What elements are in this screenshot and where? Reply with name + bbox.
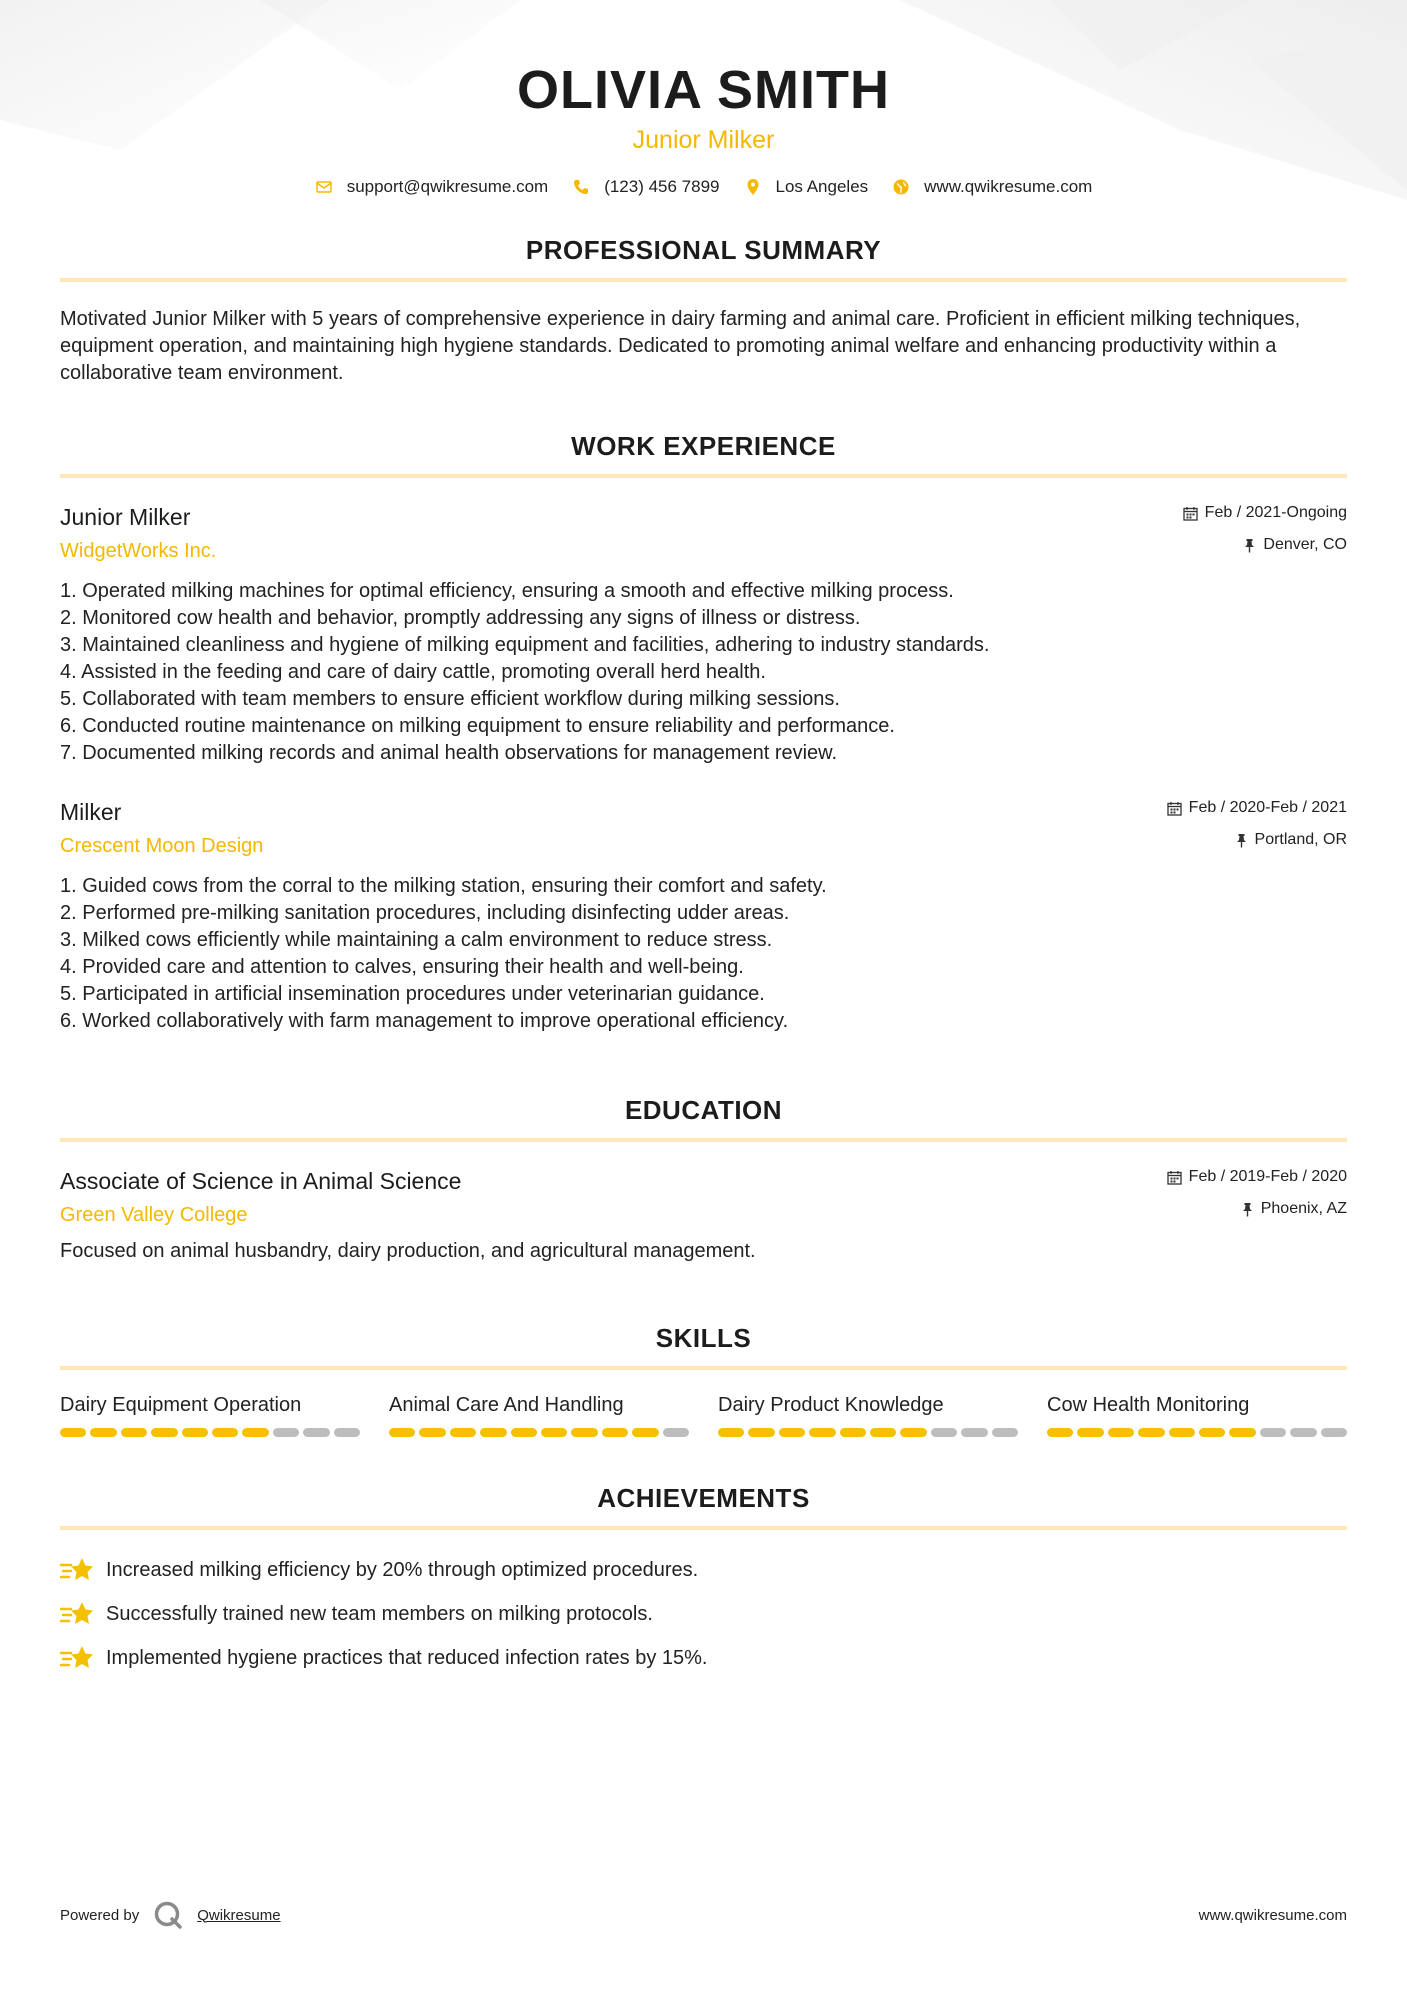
job-dates: Feb / 2020-Feb / 2021 xyxy=(1188,799,1347,816)
skill-rating-bar xyxy=(60,1428,360,1437)
skill-segment-filled xyxy=(718,1428,744,1437)
star-icon xyxy=(60,1644,94,1672)
skill-segment-empty xyxy=(273,1428,299,1437)
skill-item xyxy=(60,1392,360,1437)
contact-location xyxy=(744,177,869,197)
pushpin-icon xyxy=(1241,1202,1254,1217)
list-item: 6. Conducted routine maintenance on milking equipment to ensure reliability and performance. xyxy=(60,715,895,737)
skill-rating-bar xyxy=(1047,1428,1347,1437)
skill-segment-filled xyxy=(571,1428,597,1437)
achievement-item xyxy=(60,1552,1347,1588)
job-bullets xyxy=(60,578,1347,767)
skill-segment-filled xyxy=(151,1428,177,1437)
contact-email[interactable] xyxy=(315,177,549,197)
footer-website[interactable]: www.qwikresume.com xyxy=(1198,1906,1347,1924)
list-item: 4. Assisted in the feeding and care of dairy cattle, promoting overall herd health. xyxy=(60,661,766,683)
contact-bar xyxy=(60,177,1347,197)
qwikresume-link[interactable]: Qwikresume xyxy=(197,1906,281,1924)
education-degree: Associate of Science in Animal Science xyxy=(60,1168,462,1194)
skill-segment-filled xyxy=(840,1428,866,1437)
phone-text: (123) 456 7899 xyxy=(604,177,720,196)
calendar-icon xyxy=(1167,801,1182,816)
list-item: 7. Documented milking records and animal health observations for management review. xyxy=(60,742,838,764)
job-dates: Feb / 2021-Ongoing xyxy=(1204,504,1347,521)
skill-segment-filled xyxy=(212,1428,238,1437)
skill-segment-filled xyxy=(60,1428,86,1437)
location-text: Los Angeles xyxy=(775,177,869,196)
job-role: Milker xyxy=(60,799,122,825)
skill-name: Animal Care And Handling xyxy=(389,1394,624,1416)
section-title-achievements: ACHIEVEMENTS xyxy=(60,1483,1347,1530)
candidate-name: OLIVIA SMITH xyxy=(517,60,890,120)
list-item: 5. Participated in artificial insemination procedures under veterinarian guidance. xyxy=(60,983,765,1005)
skill-name: Dairy Equipment Operation xyxy=(60,1394,302,1416)
list-item: 3. Milked cows efficiently while maintaining a calm environment to reduce stress. xyxy=(60,929,773,951)
skill-segment-filled xyxy=(1108,1428,1134,1437)
job-location: Denver, CO xyxy=(1263,536,1347,553)
skill-segment-empty xyxy=(961,1428,987,1437)
list-item: 1. Guided cows from the corral to the milking station, ensuring their comfort and safety. xyxy=(60,875,827,897)
education-dates: Feb / 2019-Feb / 2020 xyxy=(1188,1168,1347,1185)
skill-segment-filled xyxy=(1138,1428,1164,1437)
qwikresume-logo-icon xyxy=(153,1900,183,1930)
section-title-skills: SKILLS xyxy=(60,1323,1347,1370)
skill-segment-filled xyxy=(511,1428,537,1437)
job-company: Crescent Moon Design xyxy=(60,835,264,857)
job-entry xyxy=(60,797,1347,1035)
skill-segment-empty xyxy=(1321,1428,1347,1437)
achievement-text: Successfully trained new team members on milking protocols. xyxy=(106,1602,653,1625)
list-item: 6. Worked collaboratively with farm management to improve operational efficiency. xyxy=(60,1010,789,1032)
job-location: Portland, OR xyxy=(1254,831,1347,848)
skill-segment-filled xyxy=(90,1428,116,1437)
pushpin-icon xyxy=(1235,833,1248,848)
globe-icon xyxy=(892,178,910,196)
pushpin-icon xyxy=(1243,538,1256,553)
website-text: www.qwikresume.com xyxy=(924,177,1093,196)
skill-segment-empty xyxy=(663,1428,689,1437)
page-footer xyxy=(60,1900,1347,1930)
section-title-experience: WORK EXPERIENCE xyxy=(60,431,1347,478)
star-icon xyxy=(60,1556,94,1584)
achievement-text: Implemented hygiene practices that reduced infection rates by 15%. xyxy=(106,1646,708,1669)
section-title-education: EDUCATION xyxy=(60,1095,1347,1142)
achievement-item xyxy=(60,1640,1347,1676)
skill-segment-empty xyxy=(1260,1428,1286,1437)
calendar-icon xyxy=(1183,506,1198,521)
skill-segment-empty xyxy=(1290,1428,1316,1437)
skill-item xyxy=(1047,1392,1347,1437)
contact-phone[interactable] xyxy=(572,177,719,197)
skills-list xyxy=(60,1392,1347,1437)
list-item: 3. Maintained cleanliness and hygiene of milking equipment and facilities, adhering to industry standards. xyxy=(60,634,990,656)
skill-segment-empty xyxy=(931,1428,957,1437)
skill-segment-filled xyxy=(242,1428,268,1437)
skill-rating-bar xyxy=(718,1428,1018,1437)
education-location: Phoenix, AZ xyxy=(1260,1200,1347,1217)
skill-segment-filled xyxy=(541,1428,567,1437)
section-title-summary: PROFESSIONAL SUMMARY xyxy=(60,235,1347,282)
list-item: 1. Operated milking machines for optimal efficiency, ensuring a smooth and effective milking process. xyxy=(60,580,954,602)
skill-name: Dairy Product Knowledge xyxy=(718,1394,944,1416)
achievements-list xyxy=(60,1552,1347,1676)
email-text: support@qwikresume.com xyxy=(346,177,549,196)
skill-item xyxy=(718,1392,1018,1437)
skill-segment-filled xyxy=(1199,1428,1225,1437)
job-bullets xyxy=(60,873,1347,1035)
education-entry xyxy=(60,1166,1347,1265)
job-role: Junior Milker xyxy=(60,504,191,530)
skill-segment-filled xyxy=(121,1428,147,1437)
job-entry xyxy=(60,502,1347,767)
skill-segment-filled xyxy=(870,1428,896,1437)
skill-segment-filled xyxy=(389,1428,415,1437)
achievement-item xyxy=(60,1596,1347,1632)
contact-website[interactable] xyxy=(892,177,1092,197)
education-school: Green Valley College xyxy=(60,1204,248,1226)
resume-header xyxy=(60,0,1347,197)
phone-icon xyxy=(572,178,590,196)
skill-segment-filled xyxy=(1047,1428,1073,1437)
skill-segment-empty xyxy=(992,1428,1018,1437)
powered-by-label: Powered by xyxy=(60,1906,140,1924)
calendar-icon xyxy=(1167,1170,1182,1185)
skill-segment-filled xyxy=(900,1428,926,1437)
skill-segment-filled xyxy=(779,1428,805,1437)
job-company: WidgetWorks Inc. xyxy=(60,540,217,562)
skill-segment-filled xyxy=(602,1428,628,1437)
envelope-icon xyxy=(315,178,333,196)
star-icon xyxy=(60,1600,94,1628)
skill-segment-empty xyxy=(334,1428,360,1437)
skill-segment-filled xyxy=(1229,1428,1255,1437)
map-pin-icon xyxy=(744,178,762,196)
list-item: 5. Collaborated with team members to ensure efficient workflow during milking sessions. xyxy=(60,688,840,710)
candidate-title: Junior Milker xyxy=(632,126,775,154)
list-item: 4. Provided care and attention to calves, ensuring their health and well-being. xyxy=(60,956,744,978)
skill-segment-filled xyxy=(1169,1428,1195,1437)
list-item: 2. Performed pre-milking sanitation procedures, including disinfecting udder areas. xyxy=(60,902,790,924)
skill-segment-filled xyxy=(480,1428,506,1437)
skill-item xyxy=(389,1392,689,1437)
skill-segment-filled xyxy=(632,1428,658,1437)
skill-segment-filled xyxy=(450,1428,476,1437)
skill-segment-filled xyxy=(809,1428,835,1437)
education-description: Focused on animal husbandry, dairy production, and agricultural management. xyxy=(60,1240,756,1262)
list-item: 2. Monitored cow health and behavior, promptly addressing any signs of illness or distress. xyxy=(60,607,861,629)
skill-segment-empty xyxy=(303,1428,329,1437)
summary-text: Motivated Junior Milker with 5 years of comprehensive experience in dairy farming and animal care. Proficient in efficient milking techniques, equipment operation, and maintaining high hygiene standards. Dedicated to promoting animal welfare and enhancing productivity within a collaborative team environment. xyxy=(60,308,1301,384)
skill-segment-filled xyxy=(419,1428,445,1437)
skill-segment-filled xyxy=(748,1428,774,1437)
skill-segment-filled xyxy=(182,1428,208,1437)
achievement-text: Increased milking efficiency by 20% through optimized procedures. xyxy=(106,1558,699,1581)
skill-name: Cow Health Monitoring xyxy=(1047,1394,1250,1416)
skill-segment-filled xyxy=(1077,1428,1103,1437)
skill-rating-bar xyxy=(389,1428,689,1437)
